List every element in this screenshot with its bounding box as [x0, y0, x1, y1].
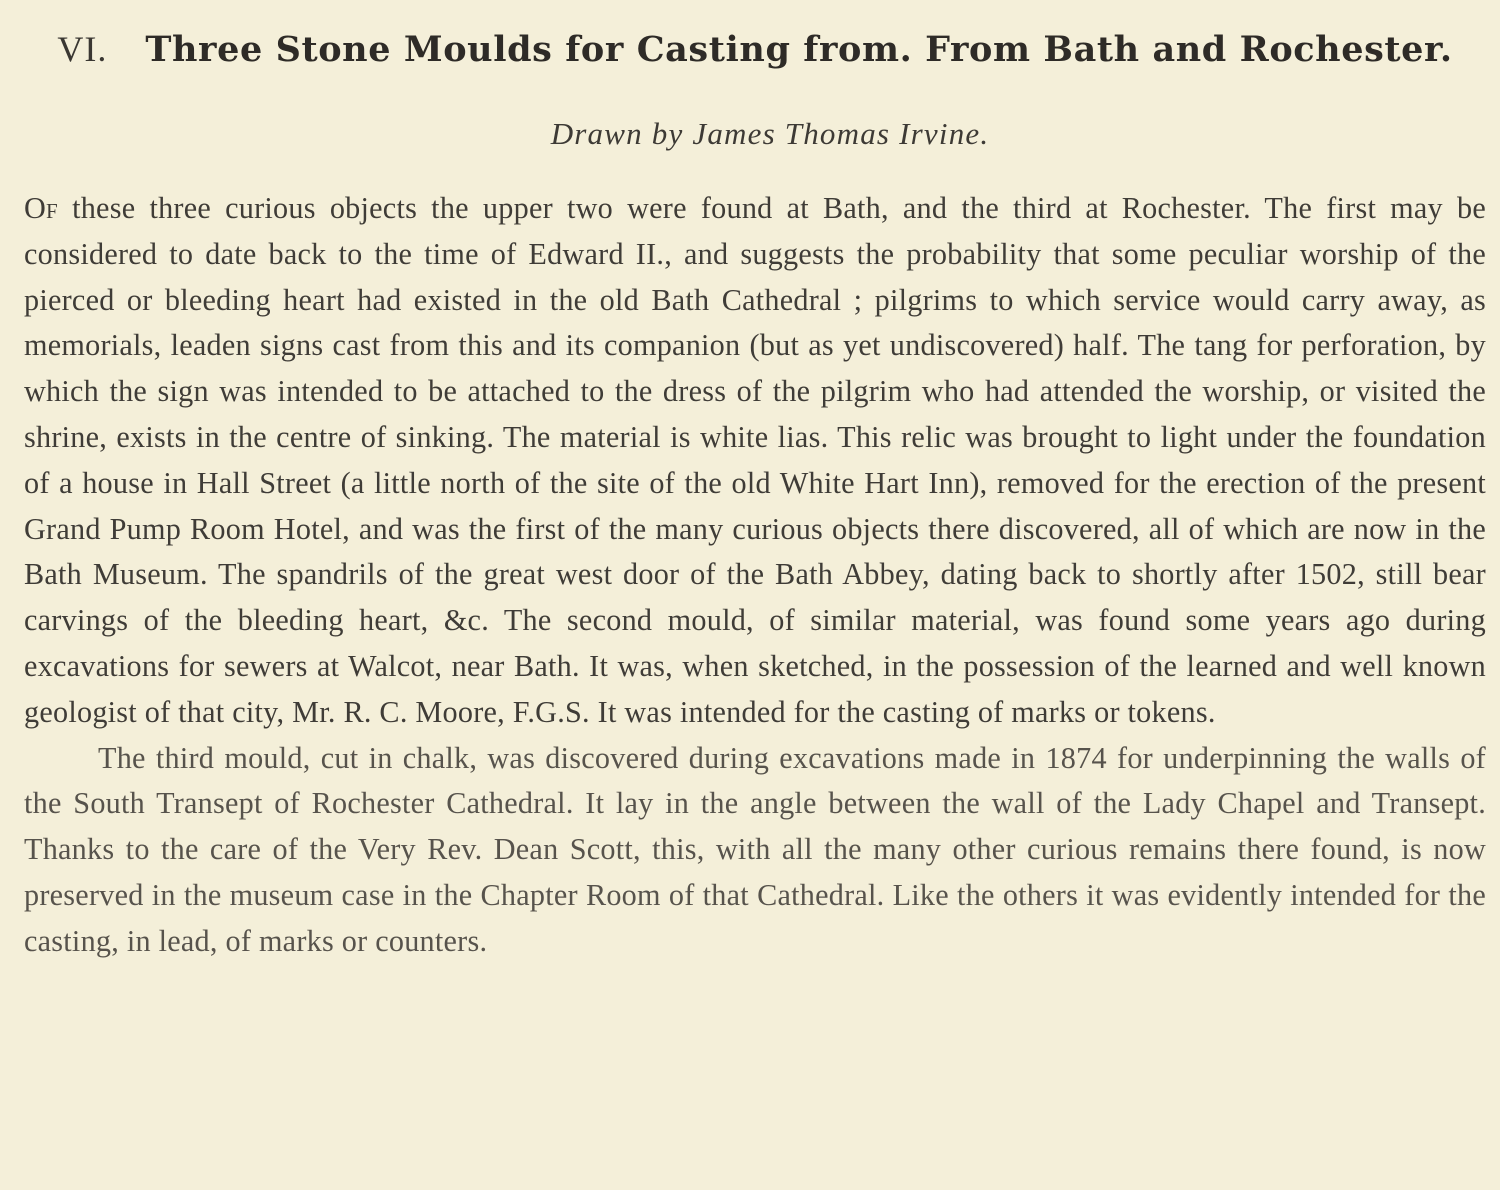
body-text	[24, 186, 1486, 965]
paragraph-1-lead-word: Of	[24, 191, 58, 225]
section-heading	[24, 28, 1486, 90]
paragraph-1	[24, 186, 1486, 736]
section-title: Three Stone Moulds for Casting from. From Bath and Rochester.	[145, 29, 1453, 70]
byline: Drawn by James Thomas Irvine.	[550, 116, 990, 151]
paragraph-1-text: these three curious objects the upper two were found at Bath, and the third at Rochester. The first may be considered to date back to the time of Edward II., and suggests the probability that some peculiar worship of the pierced or bleeding heart had existed in the old Bath Cathedral ; pilgrims to which service would carry away, as memorials, leaden signs cast from this and its companion (but as yet undiscovered) half. The tang for perforation, by which the sign was intended to be attached to the dress of the pilgrim who had attended the worship, or visited the shrine, exists in the centre of sinking. The material is white lias. This relic was brought to light under the foundation of a house in Hall Street (a little north of the site of the old White Hart Inn), removed for the erection of the present Grand Pump Room Hotel, and was the first of the many curious objects there discovered, all of which are now in the Bath Museum. The spandrils of the great west door of the Bath Abbey, dating back to shortly after 1502, still bear carvings of the bleeding heart, &c. The second mould, of similar material, was found some years ago during excavations for sewers at Walcot, near Bath. It was, when sketched, in the possession of the learned and well known geologist of that city, Mr. R. C. Moore, F.G.S. It was intended for the casting of marks or tokens.	[24, 191, 1486, 729]
paragraph-2: The third mould, cut in chalk, was discovered during excavations made in 1874 for underpinning the walls of the South Transept of Rochester Cathedral. It lay in the angle between the wall of the Lady Chapel and Transept. Thanks to the care of the Very Rev. Dean Scott, this, with all the many other curious remains there found, is now preserved in the museum case in the Chapter Room of that Cathedral. Like the others it was evidently intended for the casting, in lead, of marks or counters.	[24, 740, 1486, 958]
section-numeral: VI.	[57, 29, 108, 69]
